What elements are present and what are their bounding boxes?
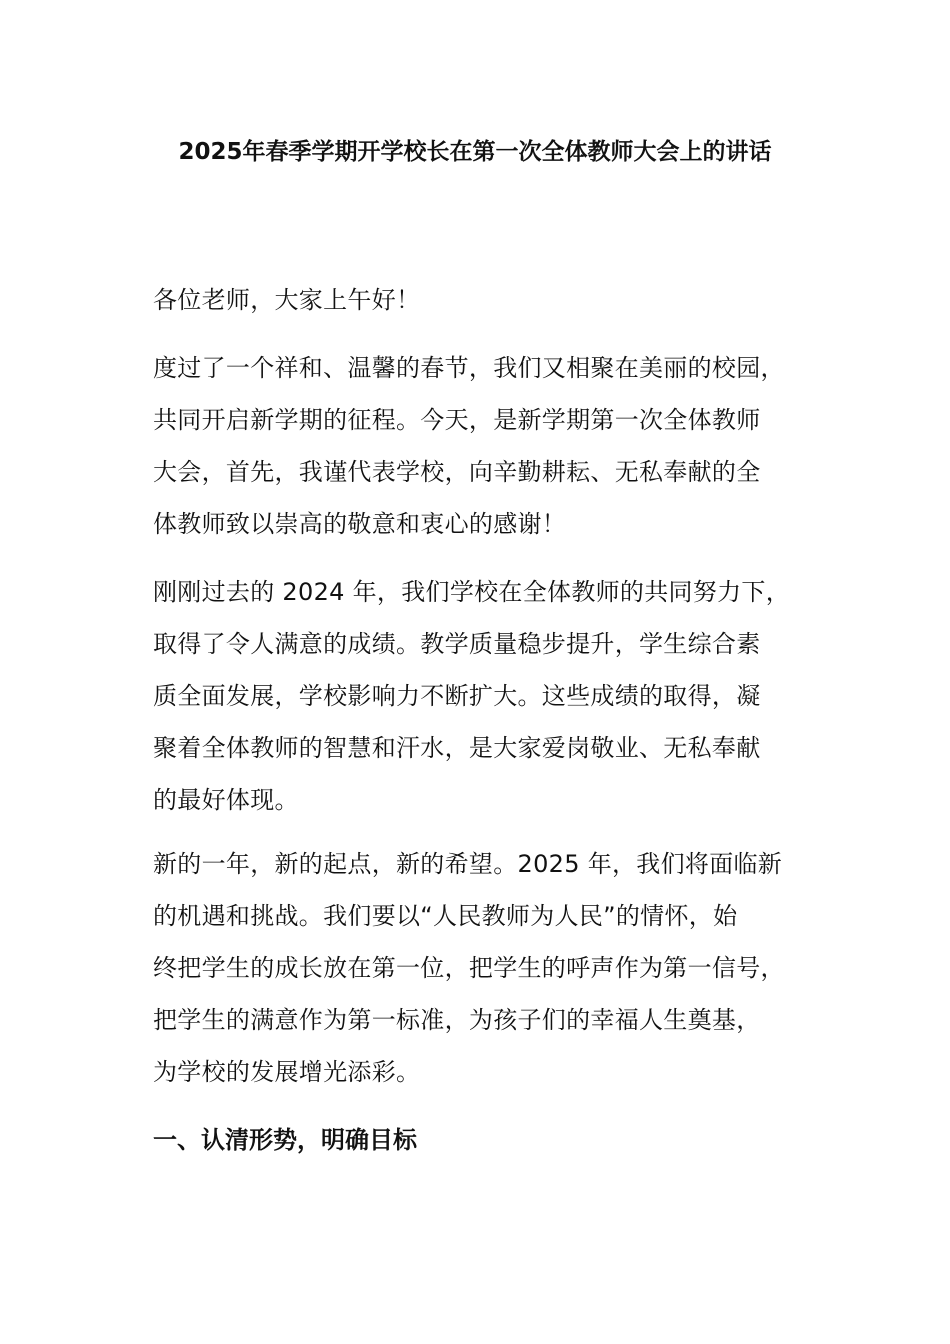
paragraph-1 — [153, 342, 803, 550]
paragraph-line: 质全面发展，学校影响力不断扩大。这些成绩的取得，凝 — [153, 682, 761, 710]
paragraph-line: 的机遇和挑战。我们要以“人民教师为人民”的情怀，始 — [153, 902, 738, 930]
paragraph-line: 大会，首先，我谨代表学校，向辛勤耕耘、无私奉献的全 — [153, 458, 761, 486]
paragraph-line: 新的一年，新的起点，新的希望。2025 年，我们将面临新 — [153, 850, 783, 878]
document-title: 2025年春季学期开学校长在第一次全体教师大会上的讲话 — [178, 139, 772, 165]
paragraph-line: 度过了一个祥和、温馨的春节，我们又相聚在美丽的校园， — [153, 354, 785, 382]
paragraph-line: 的最好体现。 — [153, 786, 299, 814]
paragraph-line: 为学校的发展增光添彩。 — [153, 1058, 421, 1086]
paragraph-2 — [153, 566, 803, 826]
paragraph-line: 取得了令人满意的成绩。教学质量稳步提升，学生综合素 — [153, 630, 761, 658]
paragraph-line: 把学生的满意作为第一标准，为孩子们的幸福人生奠基， — [153, 1006, 761, 1034]
paragraph-line: 刚刚过去的 2024 年，我们学校在全体教师的共同努力下， — [153, 578, 791, 606]
paragraph-line: 终把学生的成长放在第一位，把学生的呼声作为第一信号， — [153, 954, 785, 982]
paragraph-line: 共同开启新学期的征程。今天，是新学期第一次全体教师 — [153, 406, 761, 434]
paragraph-line: 体教师致以崇高的敬意和衷心的感谢！ — [153, 510, 567, 538]
paragraph-line: 聚着全体教师的智慧和汗水，是大家爱岗敬业、无私奉献 — [153, 734, 761, 762]
section-heading: 一、认清形势，明确目标 — [153, 1126, 417, 1154]
paragraph-3 — [153, 838, 803, 1098]
greeting: 各位老师，大家上午好！ — [153, 286, 421, 314]
